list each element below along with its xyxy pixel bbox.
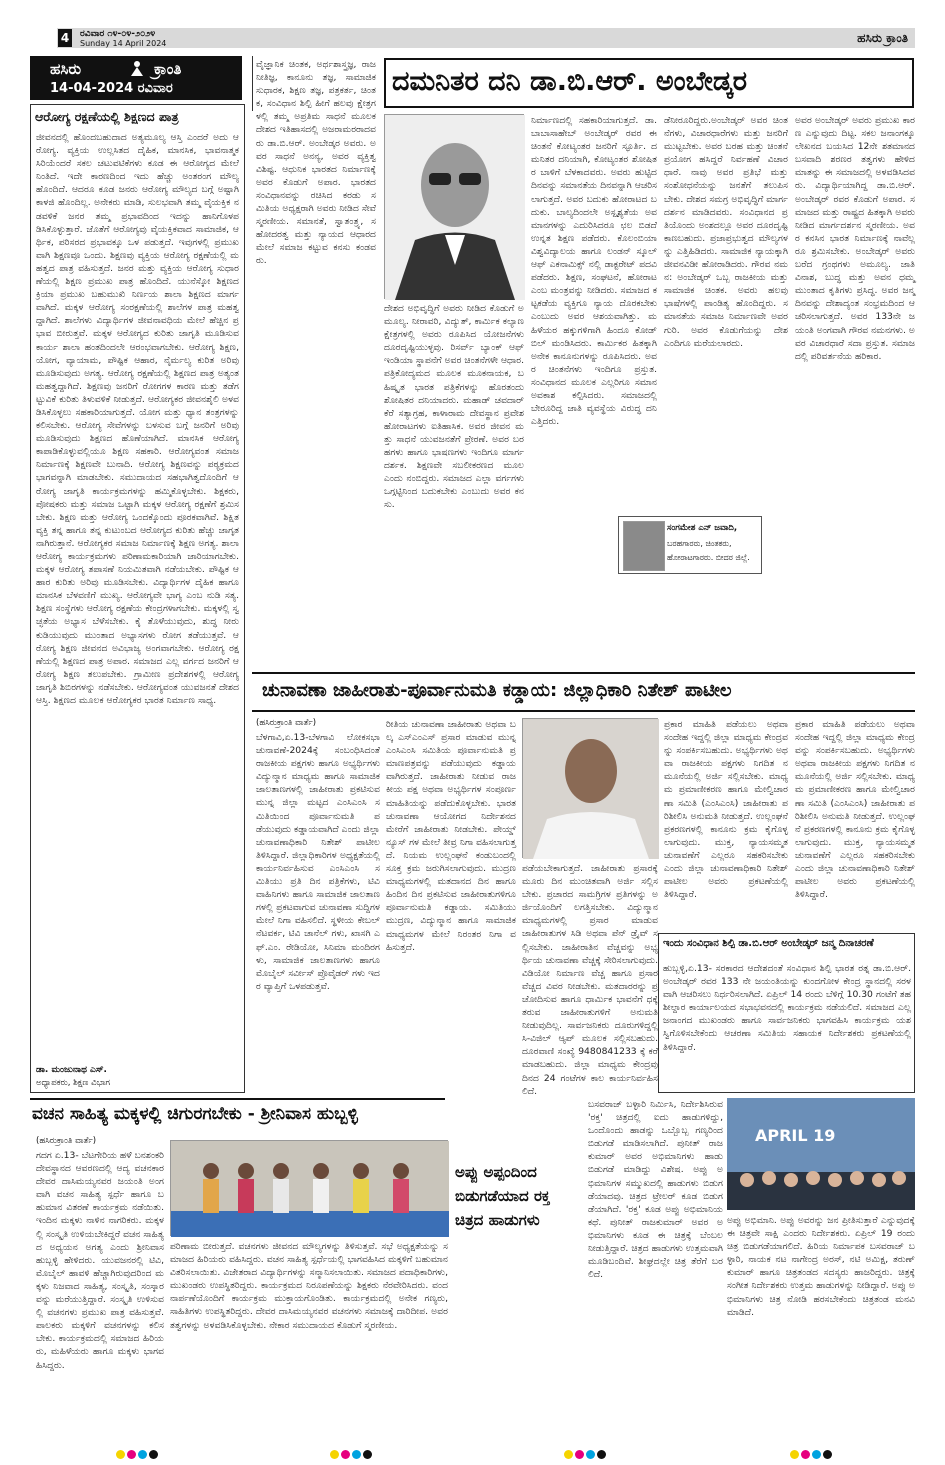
footer-registration-marks-center (330, 1444, 374, 1463)
rakta-poster-date: APRIL 19 (755, 1126, 836, 1145)
election-body-3: ಪಡೆಯಬೇಕಾಗುತ್ತದೆ. ಜಾಹೀರಾತು ಪ್ರಸಾರಕ್ಕೆ ಮೂರು ದಿನ ಮುಂಚಿತವಾಗಿ ಅರ್ಜಿ ಸಲ್ಲಿಸಬೇಕು. ಪ್ರಚಾರದ ಸಾಮಗ್ರಿಗಳ ಪ್ರತಿಗಳನ್ನು ಅರ್ಜಿಯೊಂದಿಗೆ ಲಗತ್ತಿಸಬೇಕು. ವಿದ್ಯುನ್ಮಾನ ಮಾಧ್ಯಮಗಳಲ್ಲಿ ಪ್ರಸಾರ ಮಾಡುವ ಜಾಹೀರಾತುಗಳ ಸಿಡಿ ಅಥವಾ ಪೆನ್ ಡ್ರೈವ್ ಸಲ್ಲಿಸಬೇಕು. ಜಾಹೀರಾತಿನ ವೆಚ್ಚವನ್ನು ಅಭ್ಯರ್ಥಿಯ ಚುನಾವಣಾ ವೆಚ್ಚಕ್ಕೆ ಸೇರಿಸಲಾಗುವುದು. ವಿಡಿಯೋ ನಿರ್ಮಾಣ ವೆಚ್ಚ ಹಾಗೂ ಪ್ರಸಾರ ವೆಚ್ಚದ ವಿವರ ನೀಡಬೇಕು. ಮತದಾರರನ್ನು ಪ್ರಚೋದಿಸುವ ಹಾಗೂ ಧಾರ್ಮಿಕ ಭಾವನೆಗೆ ಧಕ್ಕೆ ತರುವ ಜಾಹೀರಾತುಗಳಿಗೆ ಅನುಮತಿ ನೀಡುವುದಿಲ್ಲ. ಸಾರ್ವಜನಿಕರು ದೂರುಗಳಿದ್ದಲ್ಲಿ ಸಿ-ವಿಜಿಲ್ ಆ್ಯಪ್ ಮೂಲಕ ಸಲ್ಲಿಸಬಹುದು. ದೂರವಾಣಿ ಸಂಖ್ಯೆ 9480841233 ಕ್ಕೆ ಕರೆ ಮಾಡಬಹುದು. ಜಿಲ್ಲಾ ಮಾಧ್ಯಮ ಕೇಂದ್ರವು ದಿನದ 24 ಗಂಟೆಗಳ ಕಾಲ ಕಾರ್ಯನಿರ್ವಹಿಸಲಿದೆ. (522, 863, 661, 1097)
reg-mark-magenta (801, 1450, 810, 1459)
author-place: ಹೋರಾಟಗಾರರು. ಬೀದರ ಜಿಲ್ಲೆ. (667, 553, 750, 562)
ambedkar-body-col1: ನಿರ್ಮಾಣದಲ್ಲಿ ಸಹಕಾರಿಯಾಗುತ್ತದೆ. ಡಾ. ಬಾಬಾಸಾಹೇಬ್ ಅಂಬೇಡ್ಕರ್ ರವರ ಈ ಚಿಂತನೆ ಕೋಟ್ಯಂತರ ಜನರಿಗೆ ಸ್ಫೂರ್ತಿ. ದಮನಿತರ ದನಿಯಾಗಿ, ಕೋಟ್ಯಂತರ ಶೋಷಿತರ ಬಾಳಿಗೆ ಬೆಳಕಾದವರು. ಅವರು ಹುಟ್ಟಿದ ದಿನವನ್ನು ಸಮಾನತೆಯ ದಿನವನ್ನಾಗಿ ಆಚರಿಸಲಾಗುತ್ತದೆ. ಅವರ ಬದುಕು ಹೋರಾಟದ ಬದುಕು. ಬಾಲ್ಯದಿಂದಲೇ ಅಸ್ಪೃಶ್ಯತೆಯ ಅವಮಾನಗಳನ್ನು ಎದುರಿಸಿದರೂ ಛಲ ಬಿಡದೆ ಉನ್ನತ ಶಿಕ್ಷಣ ಪಡೆದರು. ಕೊಲಂಬಿಯಾ ವಿಶ್ವವಿದ್ಯಾಲಯ ಹಾಗೂ ಲಂಡನ್ ಸ್ಕೂಲ್ ಆಫ್ ಎಕನಾಮಿಕ್ಸ್ ನಲ್ಲಿ ಡಾಕ್ಟರೇಟ್ ಪದವಿ ಪಡೆದರು. ಶಿಕ್ಷಣ, ಸಂಘಟನೆ, ಹೋರಾಟ ಎಂಬ ಮಂತ್ರವನ್ನು ನೀಡಿದರು. ಸಮಾಜದ ಕಟ್ಟಕಡೆಯ ವ್ಯಕ್ತಿಗೂ ನ್ಯಾಯ ದೊರಕಬೇಕು ಎಂಬುದು ಅವರ ಆಶಯವಾಗಿತ್ತು. ಮಹಿಳೆಯರ ಹಕ್ಕುಗಳಿಗಾಗಿ ಹಿಂದೂ ಕೋಡ್ ಬಿಲ್ ಮಂಡಿಸಿದರು. ಕಾರ್ಮಿಕರ ಹಿತಕ್ಕಾಗಿ ಅನೇಕ ಕಾನೂನುಗಳನ್ನು ರೂಪಿಸಿದರು. ಅವರ ಚಿಂತನೆಗಳು ಇಂದಿಗೂ ಪ್ರಸ್ತುತ. ಸಂವಿಧಾನದ ಮೂಲಕ ಎಲ್ಲರಿಗೂ ಸಮಾನ ಅವಕಾಶ ಕಲ್ಪಿಸಿದರು. ಸಮಾಜದಲ್ಲಿ ಬೇರೂರಿದ್ದ ಜಾತಿ ವ್ಯವಸ್ಥೆಯ ವಿರುದ್ಧ ದನಿ ಎತ್ತಿದರು. (531, 115, 660, 428)
reg-mark-black (597, 1450, 606, 1459)
ambedkar-body-col5: ಅವರ ಅಂಬೇಡ್ಕರ್ ಅವರು ಪ್ರಮುಖ ಕಾರಣ ಎನ್ನುವುದು ದಿಟ್ಟ. ಸಕಲ ಜನಾಂಗಕ್ಕೂ ಲೇಖನದ ಬಯಸಿದ 12ನೇ ಶತಮಾನದ ಬಸವಾದಿ ಶರಣರ ತತ್ವಗಳು ಹೇಳಿದ ಮಾತನ್ನು ಈ ಸಮಾಜದಲ್ಲಿ ಅಳವಡಿಸಿದವರು. ವಿದ್ಯಾರ್ಥಿಯಾಗಿದ್ದ ಡಾ.ಬಿ.ಆರ್. ಅಂಬೇಡ್ಕರ್ ರವರ ಕೊಡುಗೆ ಅಪಾರ. ಸಮಾಜದ ಮತ್ತು ರಾಷ್ಟ್ರದ ಹಿತಕ್ಕಾಗಿ ಅವರು ನೀಡಿದ ಮಾರ್ಗದರ್ಶನ ಸ್ಮರಣೀಯ. ಅವರ ಕನಸಿನ ಭಾರತ ನಿರ್ಮಾಣಕ್ಕೆ ನಾವೆಲ್ಲರೂ ಶ್ರಮಿಸಬೇಕು. ಅಂಬೇಡ್ಕರ್ ಅವರು ಬರೆದ ಗ್ರಂಥಗಳು ಅಮೂಲ್ಯ. ಜಾತಿ ವಿನಾಶ, ಬುದ್ಧ ಮತ್ತು ಅವನ ಧಮ್ಮ ಮುಂತಾದ ಕೃತಿಗಳು ಪ್ರಸಿದ್ಧ. ಅವರ ಜನ್ಮದಿನವನ್ನು ದೇಶಾದ್ಯಂತ ಸಂಭ್ರಮದಿಂದ ಆಚರಿಸಲಾಗುತ್ತದೆ. ಅವರ 133ನೇ ಜಯಂತಿ ಅಂಗವಾಗಿ ಗೌರವ ನಮನಗಳು. ಅವರ ವಿಚಾರಧಾರೆ ಸದಾ ಪ್ರಸ್ತುತ. ಸಮಾಜದಲ್ಲಿ ಪರಿವರ್ತನೆಯ ಹರಿಕಾರ. (795, 115, 918, 362)
reg-mark-black (363, 1450, 372, 1459)
header-brand: ಹಸಿರು ಕ್ರಾಂತಿ (857, 31, 908, 45)
vachana-photo (170, 1140, 448, 1236)
election-dateline: (ಹಸಿರುಕ್ರಾಂತಿ ವಾರ್ತೆ) (256, 718, 317, 728)
rakta-body-col2: ಅಪ್ಪು ಅಭಿಮಾನಿ. ಅಪ್ಪು ಅವರನ್ನು ಜನ ಪ್ರೀತಿಸುತ್ತಾರೆ ಎನ್ನುವುದಕ್ಕೆ ಈ ಚಿತ್ರವೇ ಸಾಕ್ಷಿ ಎಂದರು ನಿರ್ದೇಶಕರು. ಏಪ್ರಿಲ್ 19 ರಂದು ಚಿತ್ರ ಬಿಡುಗಡೆಯಾಗಲಿದೆ. ಹಿರಿಯ ನಿರ್ಮಾಪಕ ಬಸವರಾಜ್ ಬಳ್ಳಾರಿ, ನಾಯಕ ನಟ ನಾಗೇಂದ್ರ ಅರಸ್, ನಟಿ ಅಮಿಕ್ಷ, ತರುಣ್ ಕುಮಾರ್ ಹಾಗೂ ಚಿತ್ರತಂಡದ ಸದಸ್ಯರು ಹಾಜರಿದ್ದರು. ಚಿತ್ರಕ್ಕೆ ಸಂಗೀತ ನಿರ್ದೇಶಕರು ಉತ್ತಮ ಹಾಡುಗಳನ್ನು ನೀಡಿದ್ದಾರೆ. ಅಪ್ಪು ಅಭಿಮಾನಿಗಳು ಚಿತ್ರ ನೋಡಿ ಹರಸಬೇಕೆಂದು ಚಿತ್ರತಂಡ ಮನವಿ ಮಾಡಿದೆ. (727, 1215, 918, 1318)
jayanti-headline: ಇಂದು ಸಂವಿಧಾನ ಶಿಲ್ಪಿ ಡಾ.ಬಿ.ಆರ್ ಅಂಬೇಡ್ಕರ್ ಜನ್ಮ ದಿನಾಚರಣೆ (663, 938, 874, 949)
ambedkar-body-col2: ದೇಶದ ಅಭಿವೃದ್ಧಿಗೆ ಅವರು ನೀಡಿದ ಕೊಡುಗೆ ಅಮೂಲ್ಯ. ನೀರಾವರಿ, ವಿದ್ಯುತ್, ಕಾರ್ಮಿಕ ಕಲ್ಯಾಣ ಕ್ಷೇತ್ರಗಳಲ್ಲಿ ಅವರು ರೂಪಿಸಿದ ಯೋಜನೆಗಳು ದೂರದೃಷ್ಟಿಯುಳ್ಳವು. ರಿಸರ್ವ್ ಬ್ಯಾಂಕ್ ಆಫ್ ಇಂಡಿಯಾ ಸ್ಥಾಪನೆಗೆ ಅವರ ಚಿಂತನೆಗಳೇ ಆಧಾರ. ಪತ್ರಿಕೋದ್ಯಮದ ಮೂಲಕ ಮೂಕನಾಯಕ, ಬಹಿಷ್ಕೃತ ಭಾರತ ಪತ್ರಿಕೆಗಳನ್ನು ಹೊರತಂದು ಶೋಷಿತರ ದನಿಯಾದರು. ಮಹಾಡ್ ಚವದಾರ್ ಕೆರೆ ಸತ್ಯಾಗ್ರಹ, ಕಾಳಾರಾಮ ದೇವಸ್ಥಾನ ಪ್ರವೇಶ ಹೋರಾಟಗಳು ಐತಿಹಾಸಿಕ. ಅವರ ಜೀವನ ಮತ್ತು ಸಾಧನೆ ಯುವಜನತೆಗೆ ಪ್ರೇರಣೆ. ಅವರ ಬರಹಗಳು ಹಾಗೂ ಭಾಷಣಗಳು ಇಂದಿಗೂ ಮಾರ್ಗದರ್ಶಕ. ಶಿಕ್ಷಣವೇ ಸಬಲೀಕರಣದ ಮೂಲ ಎಂದು ನಂಬಿದ್ದರು. ಸಮಾಜದ ಎಲ್ಲಾ ವರ್ಗಗಳು ಒಗ್ಗಟ್ಟಿನಿಂದ ಬದುಕಬೇಕು ಎಂಬುದು ಅವರ ಕನಸು. (384, 303, 527, 511)
header-date: ರವಿವಾರ ೧೪-೦೪-೨೦೨೪ (80, 29, 156, 39)
page-number: 4 (58, 29, 72, 47)
rakta-poster (727, 1098, 915, 1210)
vachana-dateline: (ಹಸಿರುಕ್ರಾಂತಿ ವಾರ್ತೆ) (36, 1136, 97, 1146)
footer-registration-marks-mid (564, 1444, 608, 1463)
health-author-role: ಅಧ್ಯಾಪಕರು, ಶಿಕ್ಷಣ ವಿಭಾಗ (36, 1078, 111, 1088)
jayanti-body: ಹುಬ್ಬಳ್ಳಿ,ಏ.13- ಸರಕಾರದ ಆದೇಶದಂತೆ ಸಂವಿಧಾನ ಶಿಲ್ಪಿ ಭಾರತ ರತ್ನ ಡಾ.ಬಿ.ಆರ್. ಅಂಬೇಡ್ಕರ್ ರವರ 133 ನೇ ಜಯಂತಿಯನ್ನು ಕುಂದಗೋಳ ಕೇಂದ್ರ ಸ್ಥಾನದಲ್ಲಿ ಸರಳವಾಗಿ ಆಚರಿಸಲು ನಿರ್ಧರಿಸಲಾಗಿದೆ. ಏಪ್ರಿಲ್ 14 ರಂದು ಬೆಳಿಗ್ಗೆ 10.30 ಗಂಟೆಗೆ ತಹಶೀಲ್ದಾರ ಕಾರ್ಯಾಲಯದ ಸಭಾಭವನದಲ್ಲಿ ಕಾರ್ಯಕ್ರಮ ನಡೆಯಲಿದೆ. ಸಮಾಜದ ಎಲ್ಲ ಜನಾಂಗದ ಮುಖಂಡರು ಹಾಗೂ ಸಾರ್ವಜನಿಕರು ಭಾಗವಹಿಸಿ ಕಾರ್ಯಕ್ರಮ ಯಶಸ್ವಿಗೊಳಿಸಬೇಕೆಂದು ಆಚರಣಾ ಸಮಿತಿಯ ಸಹಾಯಕ ನಿರ್ದೇಶಕರು ಪ್ರಕಟಣೆಯಲ್ಲಿ ತಿಳಿಸಿದ್ದಾರೆ. (663, 963, 914, 1053)
reg-mark-cyan (352, 1450, 361, 1459)
header-date-en: Sunday 14 April 2024 (80, 39, 167, 48)
reg-mark-black (823, 1450, 832, 1459)
reg-mark-black (149, 1450, 158, 1459)
ambedkar-intro: ವೈಜ್ಞಾನಿಕ ಚಿಂತಕ, ಅರ್ಥಶಾಸ್ತ್ರಜ್ಞ, ರಾಜನೀತಿಜ್ಞ, ಕಾನೂನು ತಜ್ಞ, ಸಾಮಾಜಿಕ ಸುಧಾರಕ, ಶಿಕ್ಷಣ ತಜ್ಞ, ಪತ್ರಕರ್ತ, ಚಿಂತಕ, ಸಂವಿಧಾನ ಶಿಲ್ಪಿ ಹೀಗೆ ಹಲವು ಕ್ಷೇತ್ರಗಳಲ್ಲಿ ತಮ್ಮ ಅಪ್ರತಿಮ ಸಾಧನೆ ಮೂಲಕ ದೇಶದ ಇತಿಹಾಸದಲ್ಲಿ ಅಜರಾಮರರಾದವರು ಡಾ.ಬಿ.ಆರ್. ಅಂಬೇಡ್ಕರ ಅವರು. ಅವರ ಸಾಧನೆ ಅನನ್ಯ, ಅವರ ವ್ಯಕ್ತಿತ್ವ ವಿಶಿಷ್ಟ. ಆಧುನಿಕ ಭಾರತದ ನಿರ್ಮಾಣಕ್ಕೆ ಅವರ ಕೊಡುಗೆ ಅಪಾರ. ಭಾರತದ ಸಂವಿಧಾನವನ್ನು ರಚಿಸಿದ ಕರಡು ಸಮಿತಿಯ ಅಧ್ಯಕ್ಷರಾಗಿ ಅವರು ನೀಡಿದ ಸೇವೆ ಸ್ಮರಣೀಯ. ಸಮಾನತೆ, ಸ್ವಾತಂತ್ರ್ಯ, ಸಹೋದರತ್ವ ಮತ್ತು ನ್ಯಾಯದ ಆಧಾರದ ಮೇಲೆ ಸಮಾಜ ಕಟ್ಟುವ ಕನಸು ಕಂಡವರು. (256, 59, 379, 267)
vachana-body-right: ಪರಿಣಾಮ ಬೀರುತ್ತದೆ. ವಚನಗಳು ಜೀವನದ ಮೌಲ್ಯಗಳನ್ನು ತಿಳಿಸುತ್ತವೆ. ಸಭೆ ಅಧ್ಯಕ್ಷತೆಯನ್ನು ಸಮಾಜದ ಹಿರಿಯರು ವಹಿಸಿದ್ದರು. ವಚನ ಸಾಹಿತ್ಯ ಸ್ಪರ್ಧೆಯಲ್ಲಿ ಭಾಗವಹಿಸಿದ ಮಕ್ಕಳಿಗೆ ಬಹುಮಾನ ವಿತರಿಸಲಾಯಿತು. ವಿಜೇತರಾದ ವಿದ್ಯಾರ್ಥಿಗಳನ್ನು ಸನ್ಮಾನಿಸಲಾಯಿತು. ಸಮಾಜದ ಪದಾಧಿಕಾರಿಗಳು, ಮುಖಂಡರು ಉಪಸ್ಥಿತರಿದ್ದರು. ಕಾರ್ಯಕ್ರಮದ ನಿರೂಪಣೆಯನ್ನು ಶಿಕ್ಷಕರು ನೆರವೇರಿಸಿದರು. ವಂದನಾರ್ಪಣೆಯೊಂದಿಗೆ ಕಾರ್ಯಕ್ರಮ ಮುಕ್ತಾಯಗೊಂಡಿತು. ಕಾರ್ಯಕ್ರಮದಲ್ಲಿ ಅನೇಕ ಗಣ್ಯರು, ಸಾಹಿತಿಗಳು ಉಪಸ್ಥಿತರಿದ್ದರು. ದೇವರ ದಾಸಿಮಯ್ಯನವರ ವಚನಗಳು ಸಮಾಜಕ್ಕೆ ದಾರಿದೀಪ. ಅವರ ತತ್ವಗಳನ್ನು ಅಳವಡಿಸಿಕೊಳ್ಳಬೇಕು. ನೇಕಾರ ಸಮುದಾಯದ ಕೊಡುಗೆ ಸ್ಮರಣೀಯ. (170, 1241, 451, 1331)
ambedkar-headline: ದಮನಿತರ ದನಿ ಡಾ.ಬಿ.ಆರ್. ಅಂಬೇಡ್ಕರ (392, 66, 747, 97)
masthead (30, 56, 242, 100)
reg-mark-magenta (575, 1450, 584, 1459)
health-headline: ಆರೋಗ್ಯ ರಕ್ಷಣೆಯಲ್ಲಿ ಶಿಕ್ಷಣದ ಪಾತ್ರ (35, 109, 179, 124)
reg-mark-yellow (790, 1450, 799, 1459)
author-role: ಬರಹಗಾರರು, ಚಿಂತಕರು, (667, 539, 732, 548)
footer-registration-marks-right (790, 1444, 834, 1463)
reg-mark-cyan (812, 1450, 821, 1459)
vachana-body-left: ಗದಗ ಏ.13- ಬೆಟಗೇರಿಯ ಹಳೆ ಬನಶಂಕರಿ ದೇವಸ್ಥಾನದ ಆವರಣದಲ್ಲಿ ಆದ್ಯ ವಚನಕಾರ ದೇವರ ದಾಸಿಮಯ್ಯನವರ ಜಯಂತಿ ಅಂಗವಾಗಿ ವಚನ ಸಾಹಿತ್ಯ ಸ್ಪರ್ಧೆ ಹಾಗೂ ಬಹುಮಾನ ವಿತರಣೆ ಕಾರ್ಯಕ್ರಮ ನಡೆಯಿತು. ಇಂದಿನ ಮಕ್ಕಳು ನಾಳಿನ ನಾಗರಿಕರು. ಮಕ್ಕಳಲ್ಲಿ ಸಂಸ್ಕೃತಿ ಉಳಿಯಬೇಕಿದ್ದರೆ ವಚನ ಸಾಹಿತ್ಯದ ಅಧ್ಯಯನ ಅಗತ್ಯ ಎಂದು ಶ್ರೀನಿವಾಸ ಹುಬ್ಬಳ್ಳಿ ಹೇಳಿದರು. ಯುವಜನರಲ್ಲಿ ಟಿವಿ, ಮೊಬೈಲ್ ಹಾವಳಿ ಹೆಚ್ಚಾಗಿರುವುದರಿಂದ ಮಕ್ಕಳು ನಿಜವಾದ ಸಾಹಿತ್ಯ, ಸಂಸ್ಕೃತಿ, ಸಂಸ್ಕಾರವನ್ನು ಮರೆಯುತ್ತಿದ್ದಾರೆ. ಸಂಸ್ಕೃತಿ ಉಳಿಸುವಲ್ಲಿ ವಚನಗಳು ಪ್ರಮುಖ ಪಾತ್ರ ವಹಿಸುತ್ತವೆ. ಪಾಲಕರು ಮಕ್ಕಳಿಗೆ ವಚನಗಳನ್ನು ಕಲಿಸಬೇಕು. ಕಾರ್ಯಕ್ರಮದಲ್ಲಿ ಸಮಾಜದ ಹಿರಿಯರು, ಮಹಿಳೆಯರು ಹಾಗೂ ಮಕ್ಕಳು ಭಾಗವಹಿಸಿದ್ದರು. (36, 1150, 167, 1371)
masthead-title-2: ಕ್ರಾಂತಿ (154, 60, 182, 78)
reg-mark-yellow (330, 1450, 339, 1459)
reg-mark-cyan (138, 1450, 147, 1459)
election-body-2: ರೀತಿಯ ಚುನಾವಣಾ ಜಾಹೀರಾತು ಅಥವಾ ಬಲ್ಕ ಎಸ್ಎಂಎಸ್ ಪ್ರಸಾರ ಮಾಡುವ ಮುನ್ನ ಎಂಸಿಎಂಸಿ ಸಮಿತಿಯ ಪೂರ್ವಾನುಮತಿ ಪ್ರಮಾಣಪತ್ರವನ್ನು ಪಡೆಯುವುದು ಕಡ್ಡಾಯವಾಗಿರುತ್ತದೆ. ಜಾಹೀರಾತು ನೀಡುವ ರಾಜಕೀಯ ಪಕ್ಷ ಅಥವಾ ಅಭ್ಯರ್ಥಿಗಳ ಸಂಪೂರ್ಣ ಮಾಹಿತಿಯನ್ನು ಪಡೆದುಕೊಳ್ಳಬೇಕು. ಭಾರತ ಚುನಾವಣಾ ಆಯೋಗದ ನಿರ್ದೇಶನದ ಮೇರೆಗೆ ಜಾಹೀರಾತು ನೀಡಬೇಕು. ಪೇಯ್ಡ್ ನ್ಯೂಸ್ ಗಳ ಮೇಲೆ ತೀವ್ರ ನಿಗಾ ವಹಿಸಲಾಗುತ್ತದೆ. ನಿಯಮ ಉಲ್ಲಂಘನೆ ಕಂಡುಬಂದಲ್ಲಿ ಸೂಕ್ತ ಕ್ರಮ ಜರುಗಿಸಲಾಗುವುದು. ಮುದ್ರಣ ಮಾಧ್ಯಮಗಳಲ್ಲಿ ಮತದಾನದ ದಿನ ಹಾಗೂ ಹಿಂದಿನ ದಿನ ಪ್ರಕಟಿಸುವ ಜಾಹೀರಾತುಗಳಿಗೂ ಪೂರ್ವಾನುಮತಿ ಕಡ್ಡಾಯ. ಸಮಿತಿಯು ಮುದ್ರಣ, ವಿದ್ಯುನ್ಮಾನ ಹಾಗೂ ಸಾಮಾಜಿಕ ಮಾಧ್ಯಮಗಳ ಮೇಲೆ ನಿರಂತರ ನಿಗಾ ವಹಿಸುತ್ತದೆ. (386, 719, 519, 953)
reg-mark-yellow (564, 1450, 573, 1459)
health-article (30, 104, 245, 1093)
reg-mark-magenta (127, 1450, 136, 1459)
jayanti-box (658, 933, 915, 1093)
election-headline: ಚುನಾವಣಾ ಜಾಹೀರಾತು-ಪೂರ್ವಾನುಮತಿ ಕಡ್ಡಾಯ: ಜಿಲ್ಲಾಧಿಕಾರಿ ನಿತೇಶ್ ಪಾಟೀಲ (262, 680, 732, 701)
rakta-body-col1: ಬಸವರಾಜ್ ಬಳ್ಳಾರಿ ನಿರ್ಮಿಸಿ, ನಿರ್ದೇಶಿಸಿರುವ 'ರಕ್ತ' ಚಿತ್ರದಲ್ಲಿ ಐದು ಹಾಡುಗಳಿದ್ದು, ಒಂದೊಂದು ಹಾಡನ್ನು ಒಬ್ಬೊಬ್ಬ ಗಣ್ಯರಿಂದ ಬಿಡುಗಡೆ ಮಾಡಿಸಲಾಗಿದೆ. ಪುನೀತ್ ರಾಜಕುಮಾರ್ ಅವರ ಅಭಿಮಾನಿಗಳು ಹಾಡು ಬಿಡುಗಡೆ ಮಾಡಿದ್ದು ವಿಶೇಷ. ಅಪ್ಪು ಅಭಿಮಾನಿಗಳ ಸಮ್ಮುಖದಲ್ಲಿ ಹಾಡುಗಳು ಬಿಡುಗಡೆಯಾದವು. ಚಿತ್ರದ ಟ್ರೇಲರ್ ಕೂಡ ಬಿಡುಗಡೆಯಾಗಿದೆ. 'ರಕ್ತ' ಕೂಡ ಅಪ್ಪು ಅಭಿಮಾನಿಯ ಕಥೆ. ಪುನೀತ್ ರಾಜಕುಮಾರ್ ಅವರ ಅಭಿಮಾನಿಗಳು ಕೂಡ ಈ ಚಿತ್ರಕ್ಕೆ ಬೆಂಬಲ ನೀಡುತ್ತಿದ್ದಾರೆ. ಚಿತ್ರದ ಹಾಡುಗಳು ಉತ್ತಮವಾಗಿ ಮೂಡಿಬಂದಿವೆ. ಶೀಘ್ರದಲ್ಲೇ ಚಿತ್ರ ತೆರೆಗೆ ಬರಲಿದೆ. (588, 1099, 726, 1281)
reg-mark-cyan (586, 1450, 595, 1459)
election-body-5: ಪ್ರಕಾರ ಮಾಹಿತಿ ಪಡೆಯಲು ಅಥವಾ ಸಂದೇಹ ಇದ್ದಲ್ಲಿ ಜಿಲ್ಲಾ ಮಾಧ್ಯಮ ಕೇಂದ್ರವನ್ನು ಸಂಪರ್ಕಿಸಬಹುದು. ಅಭ್ಯರ್ಥಿಗಳು ಅಥವಾ ರಾಜಕೀಯ ಪಕ್ಷಗಳು ನಿಗದಿತ ನಮೂನೆಯಲ್ಲಿ ಅರ್ಜಿ ಸಲ್ಲಿಸಬೇಕು. ಮಾಧ್ಯಮ ಪ್ರಮಾಣೀಕರಣ ಹಾಗೂ ಮೇಲ್ವಿಚಾರಣಾ ಸಮಿತಿ (ಎಂಸಿಎಂಸಿ) ಜಾಹೀರಾತು ಪರಿಶೀಲಿಸಿ ಅನುಮತಿ ನೀಡುತ್ತದೆ. ಉಲ್ಲಂಘನೆ ಪ್ರಕರಣಗಳಲ್ಲಿ ಕಾನೂನು ಕ್ರಮ ಕೈಗೊಳ್ಳಲಾಗುವುದು. ಮುಕ್ತ, ನ್ಯಾಯಸಮ್ಮತ ಚುನಾವಣೆಗೆ ಎಲ್ಲರೂ ಸಹಕರಿಸಬೇಕು ಎಂದು ಜಿಲ್ಲಾ ಚುನಾವಣಾಧಿಕಾರಿ ನಿತೇಶ್ ಪಾಟೀಲ ಅವರು ಪ್ರಕಟಣೆಯಲ್ಲಿ ತಿಳಿಸಿದ್ದಾರೆ. (795, 719, 918, 901)
author-name: ಸಂಗಮೇಶ ಎನ್ ಜವಾದಿ, (667, 523, 738, 533)
author-card (618, 516, 762, 574)
footer-registration-marks-left (116, 1444, 160, 1463)
ambedkar-body-col4: ಡೆನೀರೂರಿದ್ದರು.ಅಂಬೇಡ್ಕರ್ ಅವರ ಚಿಂತನೆಗಳು, ವಿಚಾರಧಾರೆಗಳು ಮತ್ತು ಜನರಿಗೆ ಮುಟ್ಟಬೇಕು. ಅವರ ಬರಹ ಮತ್ತು ಚಿಂತನೆ ಪ್ರಯೋಗ ಹಸಿದ್ದರೆ ನಿರ್ವಹಣೆ ವಿಚಾರಧಾರೆ. ನಾವು ಅವರ ಪ್ರತಿಭೆ ಮತ್ತು ಸಂಶೋಧನೆಯನ್ನು ಜನತೆಗೆ ತಲುಪಿಸಬೇಕು. ದೇಶದ ಸಮಗ್ರ ಅಭಿವೃದ್ಧಿಗೆ ಮಾರ್ಗದರ್ಶನ ಮಾಡಿದವರು. ಸಂವಿಧಾನದ ಪ್ರತಿಯೊಂದು ಅಂಶದಲ್ಲೂ ಅವರ ದೂರದೃಷ್ಟಿ ಕಾಣಬಹುದು. ಪ್ರಜಾಪ್ರಭುತ್ವದ ಮೌಲ್ಯಗಳನ್ನು ಎತ್ತಿಹಿಡಿದರು. ಸಾಮಾಜಿಕ ನ್ಯಾಯಕ್ಕಾಗಿ ಜೀವನವಿಡೀ ಹೋರಾಡಿದರು. ಗೌರವ ನಮನ: ಅಂಬೇಡ್ಕರ್ ಒಬ್ಬ ರಾಜಕೀಯ ಮತ್ತು ಸಾಮಾಜಿಕ ಚಿಂತಕ. ಅವರು ಹಲವು ಭಾಷೆಗಳಲ್ಲಿ ಪಾಂಡಿತ್ಯ ಹೊಂದಿದ್ದರು. ಸಮಾನತೆಯ ಸಮಾಜ ನಿರ್ಮಾಣವೇ ಅವರ ಗುರಿ. ಅವರ ಕೊಡುಗೆಯನ್ನು ದೇಶ ಎಂದಿಗೂ ಮರೆಯಲಾರದು. (664, 115, 791, 349)
vachana-headline: ವಚನ ಸಾಹಿತ್ಯ ಮಕ್ಕಳಲ್ಲಿ ಚಿಗುರಗಬೇಕು - ಶ್ರೀನಿವಾಸ ಹುಬ್ಬಳ್ಳಿ (32, 1104, 358, 1124)
author-photo (623, 521, 665, 571)
farmer-logo-icon (128, 60, 146, 77)
ambedkar-portrait (384, 114, 524, 299)
health-body: ಜೀವನದಲ್ಲಿ ಹೊಂದಬಹುದಾದ ಅತ್ಯಮೂಲ್ಯ ಆಸ್ತಿ ಎಂದರೆ ಅದು ಆರೋಗ್ಯ. ವ್ಯಕ್ತಿಯ ಉಲ್ಲಸಿತದ ದೈಹಿಕ, ಮಾನಸಿಕ, ಭಾವನಾತ್ಮಕ ಸಿರಿಯೆಂದರೆ ಸಕಲ ಚಟುವಟಿಕೆಗಳು ಕೂಡ ಈ ಆರೋಗ್ಯದ ಮೇಲೆ ನಿಂತಿದೆ. ಇದೇ ಕಾರಣದಿಂದ ಇದು ಹೆಚ್ಚು ಅಂತರಂಗ ಮೌಲ್ಯ ಹೊಂದಿದೆ. ಆದರೂ ಕೂಡ ಜನರು ಆರೋಗ್ಯ ಮೌಲ್ಯದ ಬಗ್ಗೆ ಅಷ್ಟಾಗಿ ಕಾಳಜಿ ಹೊಂದಿಲ್ಲ. ಅನೇಕರು ಮಾಡಿ, ಸುಲಭವಾಗಿ ತಮ್ಮ ವೈಯಕ್ತಿಕ ನಡವಳಿಕೆ ಜನರ ತಮ್ಮ ಪ್ರಭಾವದಿಂದ ಇದನ್ನು ಹಾನಿಗೊಳಪಡಿಸಿಕೊಳ್ಳುತ್ತಾರೆ. ಜೊತೆಗೆ ಆರೋಗ್ಯವು ವೈಯಕ್ತಿಕವಾದ ಸಾಮಾಜಿಕ, ಆರ್ಥಿಕ, ಪರಿಸರದ ಪ್ರಭಾವಕ್ಕೂ ಒಳ ಪಡುತ್ತದೆ. ಇವುಗಳಲ್ಲಿ ಪ್ರಮುಖವಾಗಿ ಶಿಕ್ಷಣವೂ ಒಂದು. ಶಿಕ್ಷಣವು ವ್ಯಕ್ತಿಯ ಆರೋಗ್ಯ ರಕ್ಷಣೆಯಲ್ಲಿ ಮಹತ್ವದ ಪಾತ್ರ ವಹಿಸುತ್ತದೆ. ಜನರ ಮತ್ತು ವ್ಯಕ್ತಿಯ ಆರೋಗ್ಯ ಸುಧಾರಣೆಯಲ್ಲಿ ಶಿಕ್ಷಣ ಪ್ರಮುಖ ಪಾತ್ರ ಹೊಂದಿದೆ. ಯುನೆಸ್ಕೋ ಶಿಕ್ಷಣದ ಕ್ರಿಯಾ ಪ್ರಮುಖ ಬಹುಮುಖಿ ನಿರ್ಣಯ ಶಾಲಾ ಶಿಕ್ಷಣದ ಮಾರ್ಗವಾಗಿದೆ. ಮಕ್ಕಳ ಆರೋಗ್ಯ ಸಂರಕ್ಷಣೆಯಲ್ಲಿ ಶಾಲೆಗಳ ಪಾತ್ರ ಮಹತ್ವದ್ದಾಗಿದೆ. ಶಾಲೆಗಳು ವಿದ್ಯಾರ್ಥಿಗಳ ಜೀವನಾವಧಿಯ ಮೇಲೆ ಹೆಚ್ಚಿನ ಪ್ರಭಾವ ಬೀರುತ್ತವೆ. ಮಕ್ಕಳ ಆರೋಗ್ಯದ ಕುರಿತು ಜಾಗೃತಿ ಮೂಡಿಸುವ ಕಾರ್ಯ ಶಾಲಾ ಹಂತದಿಂದಲೇ ಆರಂಭವಾಗಬೇಕು. ಆರೋಗ್ಯ ಶಿಕ್ಷಣ, ಯೋಗ, ವ್ಯಾಯಾಮ, ಪೌಷ್ಟಿಕ ಆಹಾರ, ನೈರ್ಮಲ್ಯ ಕುರಿತ ಅರಿವು ಮೂಡಿಸುವುದು ಅಗತ್ಯ. ಆರೋಗ್ಯ ರಕ್ಷಣೆಯಲ್ಲಿ ಶಿಕ್ಷಣದ ಪಾತ್ರ ಅತ್ಯಂತ ಮಹತ್ವದ್ದಾಗಿದೆ. ಶಿಕ್ಷಣವು ಜನರಿಗೆ ರೋಗಗಳ ಕಾರಣ ಮತ್ತು ತಡೆಗಟ್ಟುವಿಕೆ ಕುರಿತು ತಿಳುವಳಿಕೆ ನೀಡುತ್ತದೆ. ಆರೋಗ್ಯಕರ ಜೀವನಶೈಲಿ ಅಳವಡಿಸಿಕೊಳ್ಳಲು ಸಹಕಾರಿಯಾಗುತ್ತದೆ. ಯೋಗ ಮತ್ತು ಧ್ಯಾನ ತಂತ್ರಗಳನ್ನು ಕಲಿಸಬೇಕು. ಆರೋಗ್ಯ ಸೇವೆಗಳನ್ನು ಬಳಸುವ ಬಗ್ಗೆ ಜನರಿಗೆ ಅರಿವು ಮೂಡಿಸುವುದು ಶಿಕ್ಷಣದ ಹೊಣೆಯಾಗಿದೆ. ಮಾನಸಿಕ ಆರೋಗ್ಯ ಕಾಪಾಡಿಕೊಳ್ಳುವಲ್ಲಿಯೂ ಶಿಕ್ಷಣ ಸಹಕಾರಿ. ಆರೋಗ್ಯವಂತ ಸಮಾಜ ನಿರ್ಮಾಣಕ್ಕೆ ಶಿಕ್ಷಣವೇ ಬುನಾದಿ. ಆರೋಗ್ಯ ಶಿಕ್ಷಣವನ್ನು ಪಠ್ಯಕ್ರಮದ ಭಾಗವನ್ನಾಗಿ ಮಾಡಬೇಕು. ಸಮುದಾಯದ ಸಹಭಾಗಿತ್ವದೊಂದಿಗೆ ಆರೋಗ್ಯ ಜಾಗೃತಿ ಕಾರ್ಯಕ್ರಮಗಳನ್ನು ಹಮ್ಮಿಕೊಳ್ಳಬೇಕು. ಶಿಕ್ಷಕರು, ಪೋಷಕರು ಮತ್ತು ಸಮಾಜ ಒಟ್ಟಾಗಿ ಮಕ್ಕಳ ಆರೋಗ್ಯ ರಕ್ಷಣೆಗೆ ಶ್ರಮಿಸಬೇಕು. ಶಿಕ್ಷಣ ಮತ್ತು ಆರೋಗ್ಯ ಒಂದಕ್ಕೊಂದು ಪೂರಕವಾಗಿವೆ. ಶಿಕ್ಷಿತ ವ್ಯಕ್ತಿ ತನ್ನ ಹಾಗೂ ತನ್ನ ಕುಟುಂಬದ ಆರೋಗ್ಯದ ಕುರಿತು ಹೆಚ್ಚು ಜಾಗೃತನಾಗಿರುತ್ತಾನೆ. ಆರೋಗ್ಯಕರ ಸಮಾಜ ನಿರ್ಮಾಣಕ್ಕೆ ಶಿಕ್ಷಣ ಅಗತ್ಯ. ಶಾಲಾ ಆರೋಗ್ಯ ಕಾರ್ಯಕ್ರಮಗಳು ಪರಿಣಾಮಕಾರಿಯಾಗಿ ಜಾರಿಯಾಗಬೇಕು. ಮಕ್ಕಳ ಆರೋಗ್ಯ ತಪಾಸಣೆ ನಿಯಮಿತವಾಗಿ ನಡೆಯಬೇಕು. ಪೌಷ್ಟಿಕ ಆಹಾರ ಕುರಿತು ಅರಿವು ಮೂಡಿಸಬೇಕು. ವಿದ್ಯಾರ್ಥಿಗಳ ದೈಹಿಕ ಹಾಗೂ ಮಾನಸಿಕ ಬೆಳವಣಿಗೆ ಮುಖ್ಯ. ಆರೋಗ್ಯವೇ ಭಾಗ್ಯ ಎಂಬ ನುಡಿ ಸತ್ಯ. ಶಿಕ್ಷಣ ಸಂಸ್ಥೆಗಳು ಆರೋಗ್ಯ ರಕ್ಷಣೆಯ ಕೇಂದ್ರಗಳಾಗಬೇಕು. ಮಕ್ಕಳಲ್ಲಿ ಸ್ವಚ್ಛತೆಯ ಅಭ್ಯಾಸ ಬೆಳೆಸಬೇಕು. ಕೈ ತೊಳೆಯುವುದು, ಶುದ್ಧ ನೀರು ಕುಡಿಯುವುದು ಮುಂತಾದ ಅಭ್ಯಾಸಗಳು ರೋಗ ತಡೆಯುತ್ತವೆ. ಆರೋಗ್ಯ ಶಿಕ್ಷಣ ಜೀವನದ ಅವಿಭಾಜ್ಯ ಅಂಗವಾಗಬೇಕು. ಆರೋಗ್ಯ ರಕ್ಷಣೆಯಲ್ಲಿ ಶಿಕ್ಷಣದ ಪಾತ್ರ ಅಪಾರ. ಸಮಾಜದ ಎಲ್ಲ ವರ್ಗದ ಜನರಿಗೆ ಆರೋಗ್ಯ ಶಿಕ್ಷಣ ತಲುಪಬೇಕು. ಗ್ರಾಮೀಣ ಪ್ರದೇಶಗಳಲ್ಲಿ ಆರೋಗ್ಯ ಜಾಗೃತಿ ಶಿಬಿರಗಳನ್ನು ನಡೆಸಬೇಕು. ಆರೋಗ್ಯವಂತ ಯುವಜನತೆ ದೇಶದ ಆಸ್ತಿ. ಶಿಕ್ಷಣದ ಮೂಲಕ ಆರೋಗ್ಯಕರ ಭಾರತ ನಿರ್ಮಾಣ ಸಾಧ್ಯ. (36, 132, 242, 707)
masthead-date: 14-04-2024 ರವಿವಾರ (50, 81, 173, 96)
masthead-title: ಹಸಿರು (50, 60, 82, 78)
health-author-name: ಡಾ. ಮಂಜುನಾಥ ಎಸ್. (36, 1065, 107, 1075)
rakta-headline: ಅಪ್ಪು ಅಪ್ಪಂದಿಂದ ಬಿಡುಗಡೆಯಾದ ರಕ್ತ ಚಿತ್ರದ ಹಾಡುಗಳು (455, 1163, 550, 1229)
election-body-1: ಬೆಳಗಾವಿ,ಏ.13-ಬೆಳಗಾವಿ ಲೋಕಸಭಾ ಚುನಾವಣೆ-2024ಕ್ಕೆ ಸಂಬಂಧಿಸಿದಂತೆ ರಾಜಕೀಯ ಪಕ್ಷಗಳು ಹಾಗೂ ಅಭ್ಯರ್ಥಿಗಳು ವಿದ್ಯುನ್ಮಾನ ಮಾಧ್ಯಮ ಹಾಗೂ ಸಾಮಾಜಿಕ ಜಾಲತಾಣಗಳಲ್ಲಿ ಜಾಹೀರಾತು ಪ್ರಕಟಿಸುವ ಮುನ್ನ ಜಿಲ್ಲಾ ಮಟ್ಟದ ಎಂಸಿಎಂಸಿ ಸಮಿತಿಯಿಂದ ಪೂರ್ವಾನುಮತಿ ಪಡೆಯುವುದು ಕಡ್ಡಾಯವಾಗಿದೆ ಎಂದು ಜಿಲ್ಲಾ ಚುನಾವಣಾಧಿಕಾರಿ ನಿತೇಶ್ ಪಾಟೀಲ ತಿಳಿಸಿದ್ದಾರೆ. ಜಿಲ್ಲಾಧಿಕಾರಿಗಳ ಅಧ್ಯಕ್ಷತೆಯಲ್ಲಿ ಕಾರ್ಯನಿರ್ವಹಿಸುವ ಎಂಸಿಎಂಸಿ ಸಮಿತಿಯು ಪ್ರತಿ ದಿನ ಪತ್ರಿಕೆಗಳು, ಟಿವಿ ವಾಹಿನಿಗಳು ಹಾಗೂ ಸಾಮಾಜಿಕ ಜಾಲತಾಣಗಳಲ್ಲಿ ಪ್ರಕಟವಾಗುವ ಚುನಾವಣಾ ಸುದ್ದಿಗಳ ಮೇಲೆ ನಿಗಾ ವಹಿಸಲಿದೆ. ಸ್ಥಳೀಯ ಕೇಬಲ್ ನೆಟವರ್ಕ, ಟಿವಿ ಚಾನೆಲ್ ಗಳು, ಖಾಸಗಿ ಎಫ್.ಎಂ. ರೇಡಿಯೋ, ಸಿನಿಮಾ ಮಂದಿರಗಳು, ಸಾಮಾಜಿಕ ಜಾಲತಾಣಗಳು ಹಾಗೂ ಮೊಬೈಲ್ ಸರ್ವೀಸ್ ಪ್ರೊವೈಡರ್ ಗಳು ಇದರ ವ್ಯಾಪ್ತಿಗೆ ಒಳಪಡುತ್ತವೆ. (256, 732, 383, 992)
collector-photo (522, 718, 658, 858)
reg-mark-yellow (116, 1450, 125, 1459)
reg-mark-magenta (341, 1450, 350, 1459)
election-body-4: ಪ್ರಕಾರ ಮಾಹಿತಿ ಪಡೆಯಲು ಅಥವಾ ಸಂದೇಹ ಇದ್ದಲ್ಲಿ ಜಿಲ್ಲಾ ಮಾಧ್ಯಮ ಕೇಂದ್ರವನ್ನು ಸಂಪರ್ಕಿಸಬಹುದು. ಅಭ್ಯರ್ಥಿಗಳು ಅಥವಾ ರಾಜಕೀಯ ಪಕ್ಷಗಳು ನಿಗದಿತ ನಮೂನೆಯಲ್ಲಿ ಅರ್ಜಿ ಸಲ್ಲಿಸಬೇಕು. ಮಾಧ್ಯಮ ಪ್ರಮಾಣೀಕರಣ ಹಾಗೂ ಮೇಲ್ವಿಚಾರಣಾ ಸಮಿತಿ (ಎಂಸಿಎಂಸಿ) ಜಾಹೀರಾತು ಪರಿಶೀಲಿಸಿ ಅನುಮತಿ ನೀಡುತ್ತದೆ. ಉಲ್ಲಂಘನೆ ಪ್ರಕರಣಗಳಲ್ಲಿ ಕಾನೂನು ಕ್ರಮ ಕೈಗೊಳ್ಳಲಾಗುವುದು. ಮುಕ್ತ, ನ್ಯಾಯಸಮ್ಮತ ಚುನಾವಣೆಗೆ ಎಲ್ಲರೂ ಸಹಕರಿಸಬೇಕು ಎಂದು ಜಿಲ್ಲಾ ಚುನಾವಣಾಧಿಕಾರಿ ನಿತೇಶ್ ಪಾಟೀಲ ಅವರು ಪ್ರಕಟಣೆಯಲ್ಲಿ ತಿಳಿಸಿದ್ದಾರೆ. (664, 719, 791, 901)
